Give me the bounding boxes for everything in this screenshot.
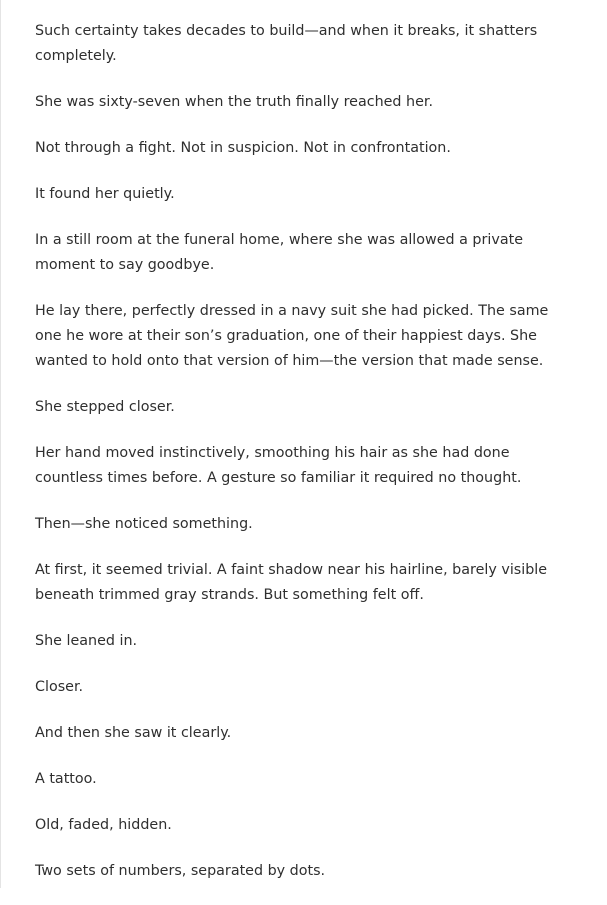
- paragraph: Old, faded, hidden.: [35, 817, 172, 833]
- paragraph: A tattoo.: [35, 771, 97, 787]
- paragraph: He lay there, perfectly dressed in a navy suit she had picked. The same one he wore at their son’s graduation, one of their happiest days. She wanted to hold onto that version of him—the version that made sense.: [35, 303, 549, 369]
- paragraph: Closer.: [35, 679, 84, 695]
- paragraph: Such certainty takes decades to build—and when it breaks, it shatters completely.: [35, 23, 538, 64]
- paragraph: Her hand moved instinctively, smoothing his hair as she had done countless times before. A gesture so familiar it required no thought.: [35, 445, 522, 486]
- paragraph: Not through a fight. Not in suspicion. Not in confrontation.: [35, 140, 451, 156]
- paragraph: At first, it seemed trivial. A faint shadow near his hairline, barely visible beneath trimmed gray strands. But something felt off.: [35, 562, 548, 603]
- paragraph: She was sixty-seven when the truth finally reached her.: [35, 94, 434, 110]
- paragraph: And then she saw it clearly.: [35, 725, 232, 741]
- article-body: [35, 19, 575, 905]
- paragraph: She leaned in.: [35, 633, 138, 649]
- paragraph: Then—she noticed something.: [35, 516, 253, 532]
- paragraph: In a still room at the funeral home, where she was allowed a private moment to say goodbye.: [35, 232, 523, 273]
- paragraph: It found her quietly.: [35, 186, 175, 202]
- paragraph: She stepped closer.: [35, 399, 175, 415]
- paragraph: Two sets of numbers, separated by dots.: [35, 863, 326, 879]
